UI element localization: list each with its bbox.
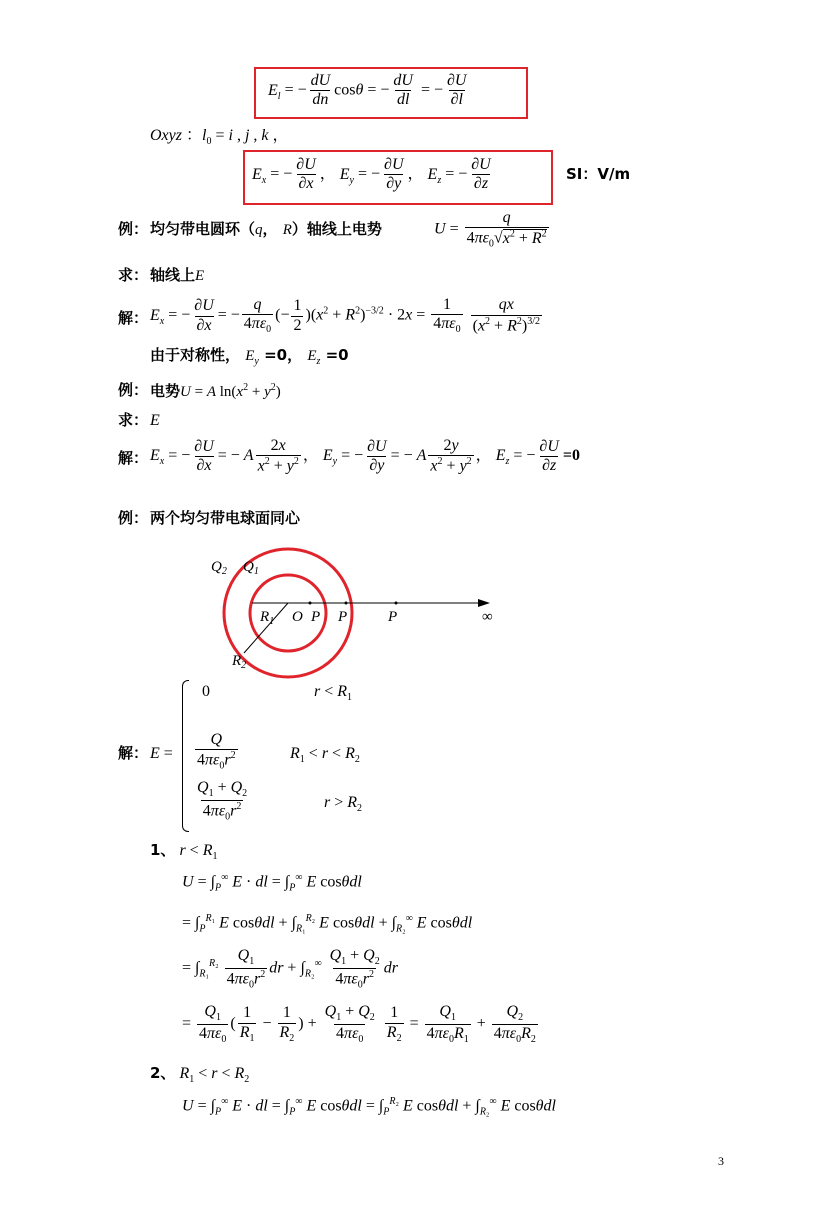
- label-Q2: $Q_2$: [211, 559, 227, 577]
- ex1-solution: $E_x$ = − $\frac{\partial U}{\partial x}$ = − $\frac{q}{4\pi\varepsilon_0}$ (− $\frac{1}{2}$ )$(x^2 + R^2)^{-3/2} \cdot 2x$ = $\frac{1}{4\pi\varepsilon_0}$ $\frac{qx}{(x^2 + R^2)^{3/2}}$: [150, 296, 540, 336]
- ex1-text: 均匀带电圆环（q， R）轴线上电势: [150, 220, 382, 238]
- label-R2: $R_2$: [232, 653, 247, 671]
- ex1-label: 例：: [118, 220, 149, 238]
- point-P2-dot: [345, 602, 348, 605]
- label-infinity: ∞: [482, 609, 493, 625]
- case1-line-3: = $\int_{R_1}^{R_2}$ $\frac{Q_1}{4\pi\varepsilon_0r^2}$ dr + $\int_{R_2}^\infty$ $\frac{Q_1 + Q_2}{4\pi\varepsilon_0r^2}$ dr: [182, 947, 398, 991]
- ex2-sol-label: 解：: [118, 449, 149, 467]
- ex2-solution: $E_x$ = − $\frac{\partial U}{\partial x}$ = − A $\frac{2x}{x^2 + y^2}$ ， $E_y$ = − $\frac{\partial U}{\partial y}$ = − A $\frac{2y}{x^2 + y^2}$ ， $E_z$ = − $\frac{\partial U}{\partial z}$ =0: [150, 437, 581, 475]
- piecewise-cond-3: $r > R_2$: [324, 794, 363, 815]
- ex3-text: 两个均匀带电球面同心: [150, 509, 301, 527]
- ex2-label: 例：: [118, 381, 149, 399]
- ex3-label: 例：: [118, 509, 149, 527]
- eq-components: $E_x$ = − $\frac{\partial U}{\partial x}$ ， $E_y$ = − $\frac{\partial U}{\partial y}$ ， $E_z$ = − $\frac{\partial U}{\partial z}$: [252, 156, 491, 193]
- ex1-ask: 轴线上E: [150, 266, 205, 284]
- case1-line-1: $U = \int_P^\infty$ E · dl = $\int_P^\infty$ E cosθdl: [182, 872, 362, 894]
- ex1-ask-label: 求：: [118, 266, 149, 284]
- label-R1: $R_1$: [260, 609, 275, 627]
- case2-title: 2、 $R_1 < r < R_2$: [150, 1064, 250, 1086]
- label-Q1: $Q_1$: [243, 559, 259, 577]
- label-P3: P: [388, 609, 398, 625]
- piecewise-row-3: $\frac{Q_1 + Q_2}{4\pi\varepsilon_0r^2}$: [197, 779, 248, 823]
- piecewise-row-1: 0: [202, 683, 210, 700]
- point-P3-dot: [395, 602, 398, 605]
- ex1-sol-label: 解：: [118, 309, 149, 327]
- piecewise-brace: [182, 680, 189, 832]
- ex1-symmetry: 由于对称性， $E_y =0$， $E_z =0$: [150, 346, 349, 367]
- piecewise-cond-1: $r < R_1$: [314, 683, 353, 704]
- ex3-sol-label: 解：: [118, 744, 149, 762]
- axis-arrow-icon: [478, 599, 490, 607]
- label-P2: P: [338, 609, 348, 625]
- case1-line-4: = $\frac{Q_1}{4\pi\varepsilon_0}$ ( $\frac{1}{R_1}$ − $\frac{1}{R_2}$ ) + $\frac{Q_1 + Q_2}{4\pi\varepsilon_0}$ $\frac{1}{R_2}$ = $\frac{Q_1}{4\pi\varepsilon_0R_1}$ + $\frac{Q_2}{4\pi\varepsilon_0R_2}$: [182, 1003, 536, 1045]
- piecewise-E-label: E =: [150, 745, 173, 762]
- concentric-spheres-diagram: [200, 545, 520, 685]
- point-P1-dot: [309, 602, 312, 605]
- oxyz-line: Oxyz ：$l_0 = i$ , j , k ，: [150, 127, 289, 148]
- piecewise-row-2: $\frac{Q}{4\pi\varepsilon_0r^2}$: [197, 731, 236, 772]
- ex2-text: 电势U = A $\ln(x^2 + y^2)$: [150, 382, 281, 400]
- page-number: 3: [718, 1154, 724, 1168]
- label-P1: P: [311, 609, 321, 625]
- si-unit: SI：V/m: [566, 165, 631, 183]
- case1-title: 1、 $r < R_1$: [150, 841, 218, 863]
- eq-El: $E_l$ = − $\frac{dU}{dn}$ cosθ = − $\frac{dU}{dl}$ = − $\frac{\partial U}{\partial l}$: [268, 72, 467, 109]
- ex2-ask: E: [150, 412, 160, 429]
- ex1-potential: U = $\frac{q}{4\pi\varepsilon_0√x^2 + R^2}$: [434, 209, 547, 250]
- case2-line: $U = \int_P^\infty$ E · dl = $\int_P^\infty$ E $\cos\theta dl = \int_P^{R_2}$ E $\cos\theta dl + \int_{R_2}^\infty$ E cosθdl: [182, 1096, 556, 1118]
- piecewise-cond-2: $R_1 < r < R_2$: [290, 745, 360, 766]
- label-O: O: [292, 609, 303, 625]
- case1-line-2: = $\int_P^{R_1}$ E $\cos\theta dl + \int_{R_1}^{R_2}$ E $\cos\theta dl + \int_{R_2}^\infty$ E cosθdl: [182, 913, 473, 935]
- ex2-ask-label: 求：: [118, 411, 149, 429]
